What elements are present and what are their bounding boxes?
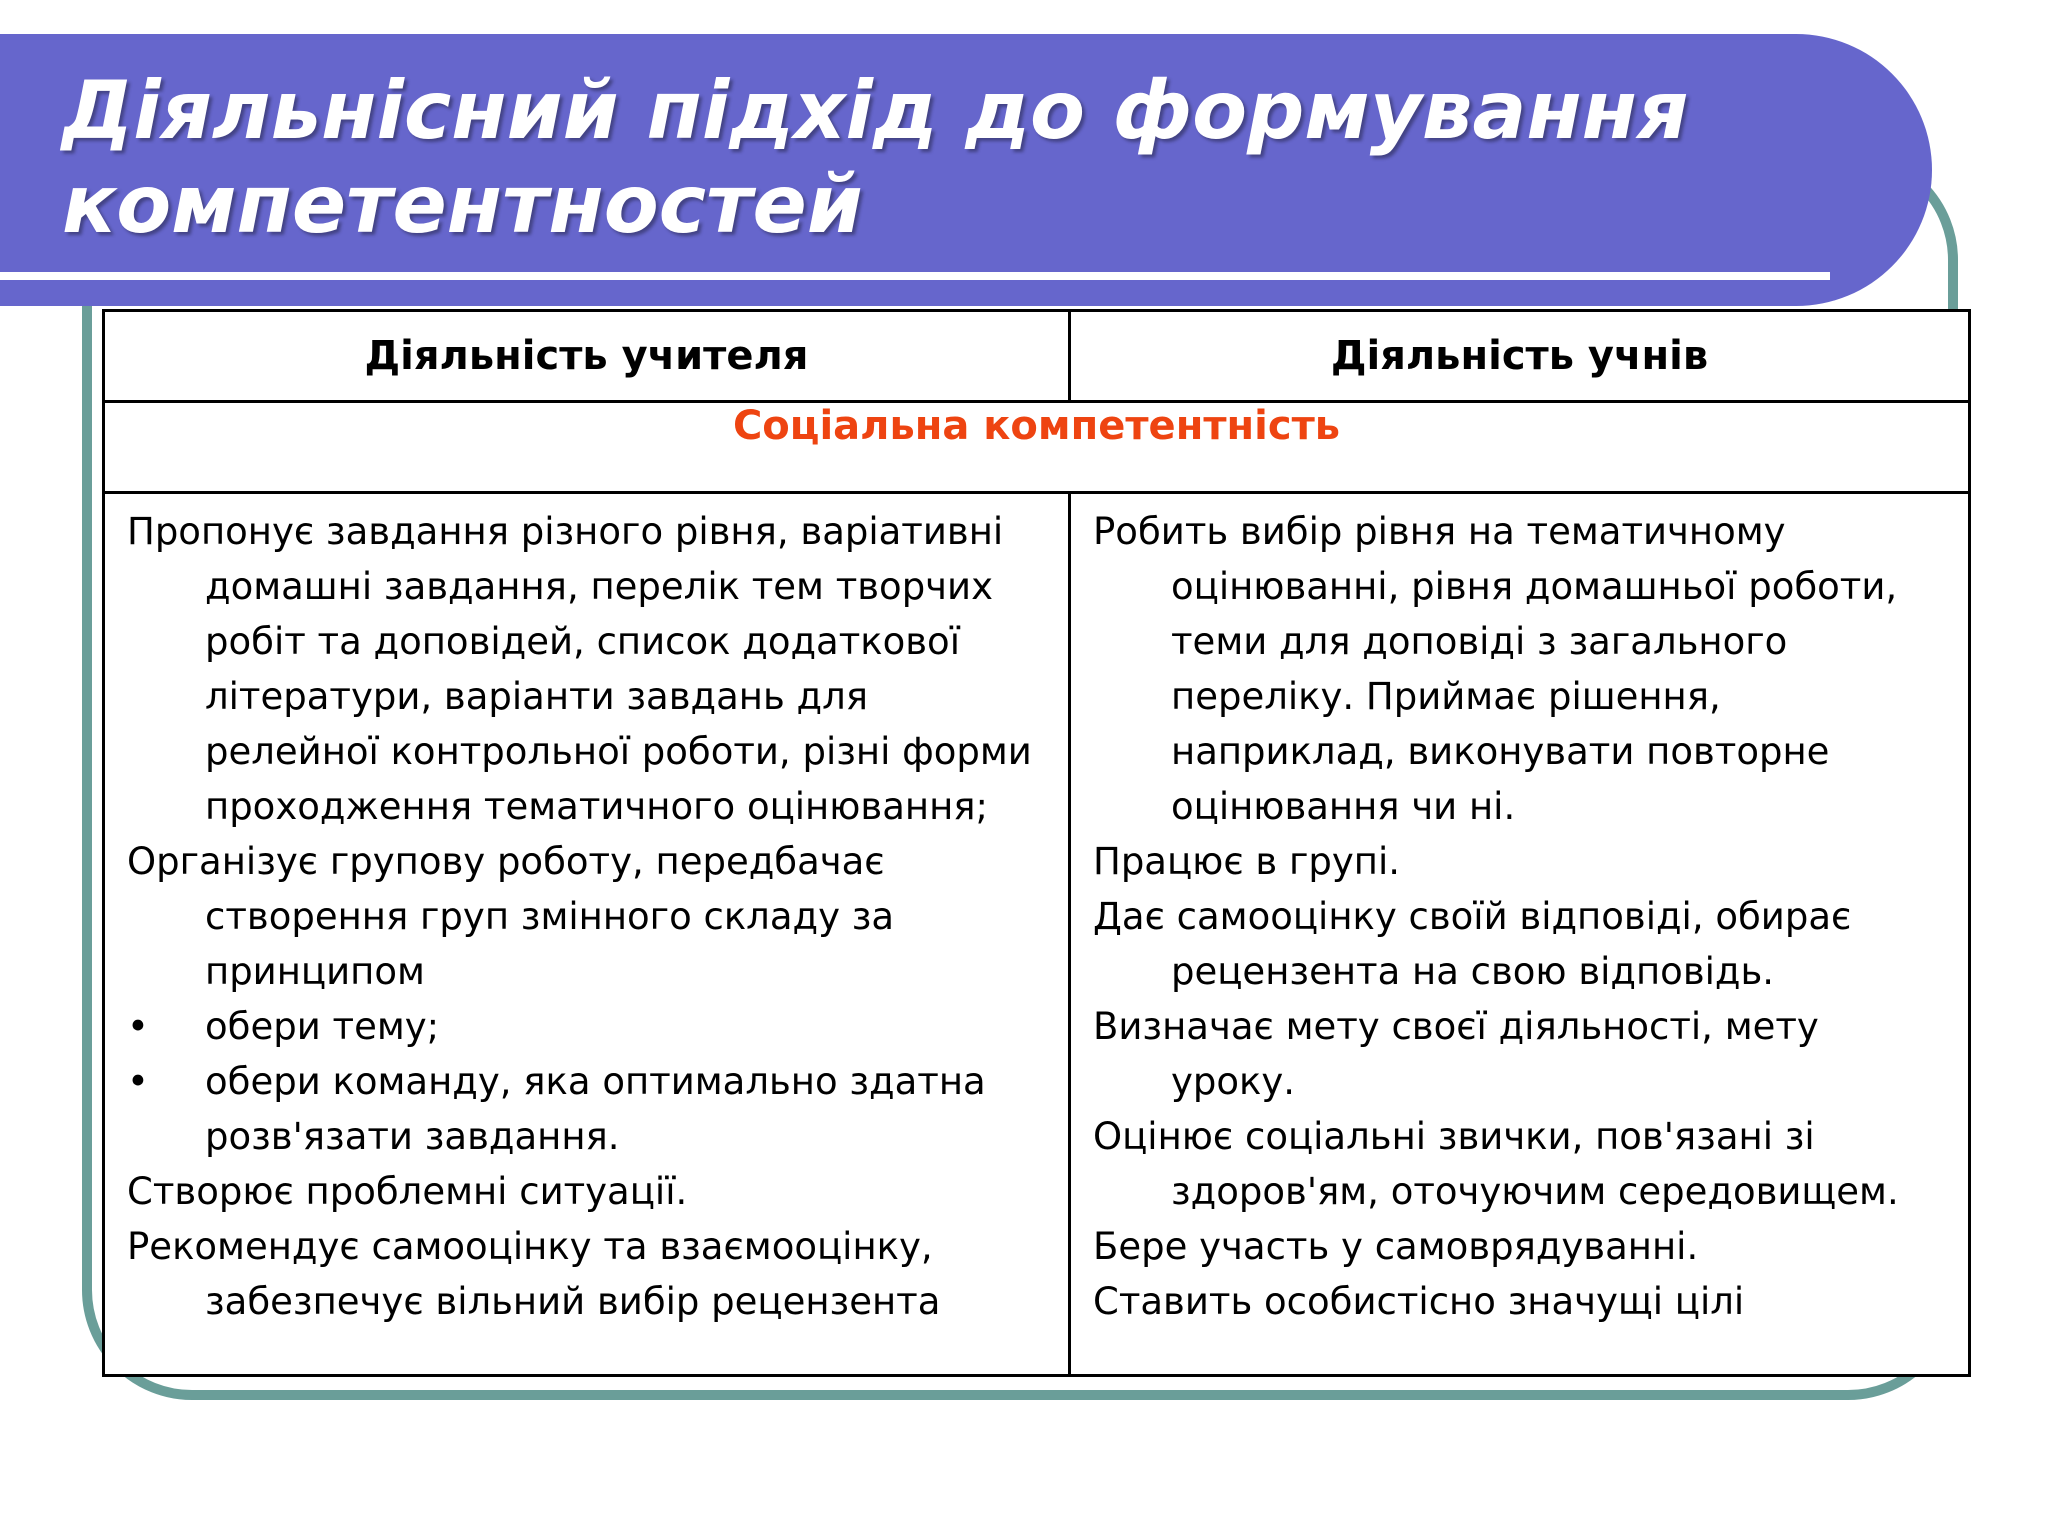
bullet-icon: • bbox=[127, 1060, 149, 1103]
slide-title bbox=[62, 64, 1762, 252]
teacher-bullet-item bbox=[127, 999, 1046, 1054]
teacher-item: Організує групову роботу, передбачає створення груп змінного складу за принципом bbox=[127, 840, 895, 993]
bullet-icon: • bbox=[127, 1005, 149, 1048]
student-item: Робить вибір рівня на тематичному оцінюванні, рівня домашньої роботи, теми для доповіді з загального переліку. Приймає рішення, наприклад, виконувати повторне оцінювання чи ні. bbox=[1093, 510, 1898, 828]
header-row bbox=[104, 311, 1970, 402]
teacher-activity-cell bbox=[104, 493, 1070, 1376]
section-row bbox=[104, 402, 1970, 493]
student-item: Працює в групі. bbox=[1093, 840, 1401, 883]
header-student-activity: Діяльність учнів bbox=[1070, 311, 1970, 402]
teacher-bullet-item bbox=[127, 1054, 1046, 1164]
slide-title-line-1: Діяльнісний підхід до формування bbox=[62, 64, 1689, 157]
slide-title-line-2: компетентностей bbox=[62, 158, 863, 251]
header-teacher-activity: Діяльність учителя bbox=[104, 311, 1070, 402]
teacher-item: Пропонує завдання різного рівня, варіативні домашні завдання, перелік тем творчих робіт та доповідей, список додаткової літератури, варіанти завдань для релейної контрольної роботи, різні форми проходження тематичного оцінювання; bbox=[127, 510, 1032, 828]
activity-table bbox=[102, 309, 1971, 1377]
teacher-item: Створює проблемні ситуації. bbox=[127, 1170, 688, 1213]
student-item: Оцінює соціальні звички, пов'язані зі здоров'ям, оточуючим середовищем. bbox=[1093, 1115, 1899, 1213]
student-item: Визначає мету своєї діяльності, мету уроку. bbox=[1093, 1005, 1819, 1103]
student-item: Ставить особистісно значущі цілі bbox=[1093, 1280, 1745, 1323]
teacher-bullet-text: обери тему; bbox=[205, 1005, 440, 1048]
student-item: Дає самооцінку своїй відповіді, обирає рецензента на свою відповідь. bbox=[1093, 895, 1852, 993]
student-item: Бере участь у самоврядуванні. bbox=[1093, 1225, 1699, 1268]
teacher-item: Рекомендує самооцінку та взаємооцінку, забезпечує вільний вибір рецензента bbox=[127, 1225, 941, 1323]
title-underline bbox=[0, 272, 1830, 280]
teacher-bullet-text: обери команду, яка оптимально здатна розв'язати завдання. bbox=[205, 1060, 986, 1158]
content-row bbox=[104, 493, 1970, 1376]
section-title: Соціальна компетентність bbox=[104, 402, 1970, 493]
student-activity-cell bbox=[1070, 493, 1970, 1376]
